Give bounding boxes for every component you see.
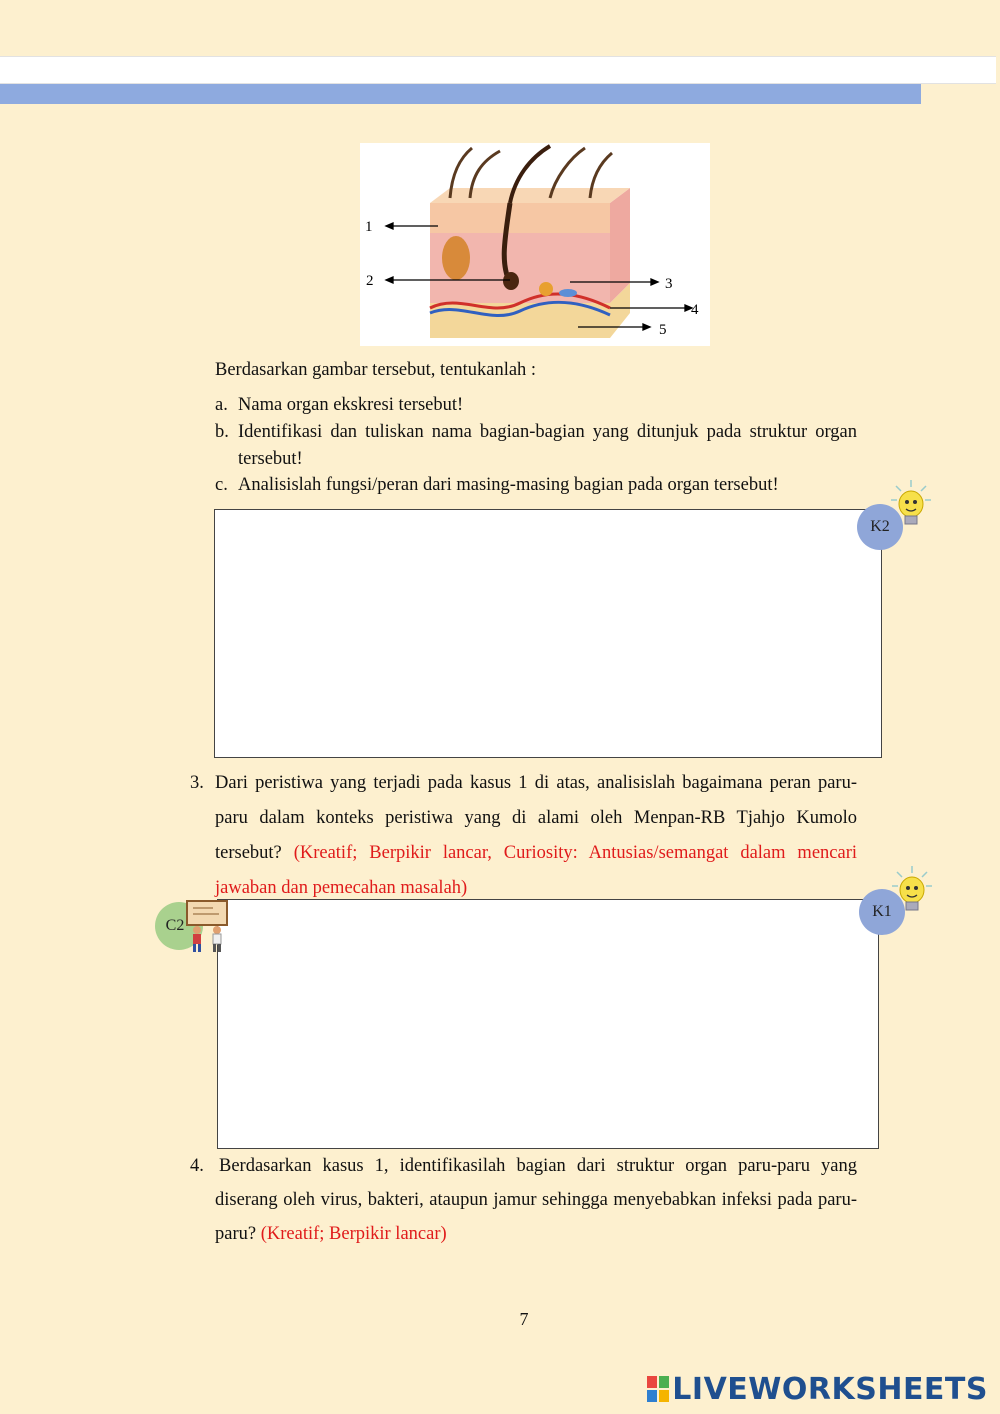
item-marker: b. xyxy=(215,422,229,442)
nerve-ending xyxy=(539,282,553,296)
instruction-intro: Berdasarkan gambar tersebut, tentukanlah : xyxy=(215,360,537,380)
k1-label: K1 xyxy=(872,903,892,920)
c2-label: C2 xyxy=(165,917,185,934)
item-text: Nama organ ekskresi tersebut! xyxy=(238,395,464,415)
question-3-number: 3. xyxy=(190,773,204,793)
sebaceous-gland xyxy=(442,236,470,280)
skin-side xyxy=(610,188,630,303)
answer-box-2[interactable] xyxy=(214,509,882,758)
skin-top xyxy=(430,188,630,203)
header-blue-band xyxy=(0,84,921,104)
question-3 xyxy=(215,766,857,906)
instruction-item-c xyxy=(215,472,857,499)
liveworksheets-logo-text: LIVEWORKSHEETS xyxy=(672,1371,988,1407)
question-3-text: Dari peristiwa yang terjadi pada kasus 1 di atas, analisislah bagaimana peran paru-paru dalam konteks peristiwa yang di alami oleh Menpan-RB Tjahjo Kumolo tersebut? xyxy=(215,773,857,863)
instruction-item-a xyxy=(215,392,857,419)
instruction-item-b xyxy=(215,419,857,473)
hair-bulb xyxy=(503,272,519,290)
students-board-icon xyxy=(183,898,231,954)
question-4-text: Berdasarkan kasus 1, identifikasilah bagian dari struktur organ paru-paru yang diserang oleh virus, bakteri, ataupun jamur sehingga menyebabkan infeksi pada paru-paru? xyxy=(215,1156,857,1244)
epidermis-layer xyxy=(430,203,610,233)
item-marker: c. xyxy=(215,475,228,495)
lightbulb-icon xyxy=(888,478,934,538)
skin-diagram xyxy=(360,143,710,346)
answer-box-3[interactable] xyxy=(217,899,879,1149)
sweat-gland xyxy=(559,289,577,297)
header-white-band xyxy=(0,56,996,84)
page-number: 7 xyxy=(519,1309,529,1329)
lightbulb-icon xyxy=(889,864,935,924)
liveworksheets-logo-icon xyxy=(647,1376,669,1402)
item-text: Analisislah fungsi/peran dari masing-masing bagian pada organ tersebut! xyxy=(238,475,779,495)
figure-label-5: 5 xyxy=(659,322,667,338)
figure-label-1: 1 xyxy=(365,219,373,235)
k2-label: K2 xyxy=(870,518,890,535)
question-4 xyxy=(215,1149,857,1251)
item-text: Identifikasi dan tuliskan nama bagian-bagian yang ditunjuk pada struktur organ tersebut! xyxy=(238,422,857,469)
liveworksheets-logo xyxy=(647,1372,988,1406)
question-3-note: (Kreatif; Berpikir lancar, Curiosity: Antusias/semangat dalam mencari jawaban dan pemecahan masalah) xyxy=(215,843,858,898)
figure-label-2: 2 xyxy=(366,273,374,289)
figure-label-3: 3 xyxy=(665,276,673,292)
item-marker: a. xyxy=(215,395,228,415)
question-4-number: 4. xyxy=(190,1156,204,1176)
figure-label-4: 4 xyxy=(691,302,699,318)
skin-diagram-image xyxy=(360,143,710,346)
question-4-note: (Kreatif; Berpikir lancar) xyxy=(260,1224,447,1244)
